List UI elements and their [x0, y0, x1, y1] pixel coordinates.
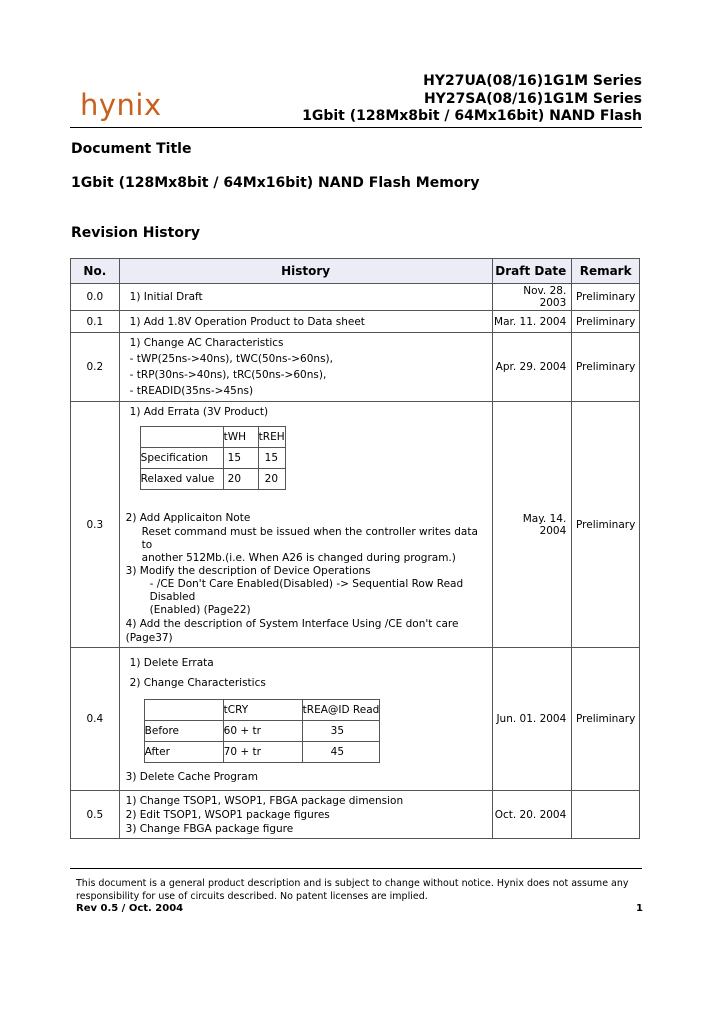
history-line: Reset command must be issued when the controller writes data to	[141, 526, 478, 551]
sub-header: tREH	[258, 427, 285, 448]
col-history: History	[119, 259, 492, 284]
sub-header: tWH	[223, 427, 258, 448]
rev-remark: Preliminary	[572, 333, 640, 402]
sub-value: 60 + tr	[223, 721, 302, 742]
sub-value: 15	[258, 448, 285, 469]
history-line: 4) Add the description of System Interface Using /CE don't care (Page37)	[125, 618, 459, 644]
hynix-logo: hynix	[80, 88, 162, 122]
history-line: - /CE Don't Care Enabled(Disabled) -> Sequential Row Read Disabled	[149, 578, 464, 603]
table-row	[71, 791, 640, 839]
history-line: 1) Add 1.8V Operation Product to Data sheet	[129, 315, 365, 328]
history-line: - tRP(30ns->40ns), tRC(50ns->60ns),	[129, 369, 327, 381]
document-title: 1Gbit (128Mx8bit / 64Mx16bit) NAND Flash Memory	[71, 175, 480, 191]
rev-no: 0.0	[71, 284, 120, 311]
history-line: 2) Edit TSOP1, WSOP1 package figures	[125, 808, 330, 821]
table-header-row	[71, 259, 640, 284]
rev-date: May. 14. 2004	[492, 402, 572, 648]
history-line: 1) Change TSOP1, WSOP1, FBGA package dimension	[125, 794, 404, 807]
history-line: - tREADID(35ns->45ns)	[129, 385, 254, 397]
rev-remark: Preliminary	[572, 311, 640, 333]
table-row	[71, 648, 640, 791]
col-no: No.	[71, 259, 120, 284]
sub-value: 45	[302, 742, 380, 763]
rev-history	[119, 402, 492, 648]
document-title-label: Document Title	[71, 141, 192, 157]
rev-history	[119, 333, 492, 402]
sub-value: 70 + tr	[223, 742, 302, 763]
rev-no: 0.5	[71, 791, 120, 839]
rev-no: 0.2	[71, 333, 120, 402]
history-line: 3) Modify the description of Device Operations	[125, 565, 371, 577]
table-row	[71, 402, 640, 648]
col-date: Draft Date	[492, 259, 572, 284]
sub-label: Relaxed value	[140, 469, 223, 490]
history-line: 3) Delete Cache Program	[125, 771, 258, 783]
table-row	[71, 333, 640, 402]
sub-header: tREA@ID Read	[302, 700, 380, 721]
history-line: 1) Delete Errata	[129, 657, 214, 669]
rev-date: Apr. 29. 2004	[492, 333, 572, 402]
footer-rule	[70, 868, 642, 869]
header-product: 1Gbit (128Mx8bit / 64Mx16bit) NAND Flash	[302, 108, 642, 124]
sub-label: Specification	[140, 448, 223, 469]
rev-no: 0.1	[71, 311, 120, 333]
history-line: 1) Initial Draft	[129, 291, 203, 303]
history-line: 3) Change FBGA package figure	[125, 822, 294, 835]
revision-history-label: Revision History	[71, 225, 200, 241]
rev-remark: Preliminary	[572, 284, 640, 311]
history-line: - tWP(25ns->40ns), tWC(50ns->60ns),	[129, 353, 333, 365]
rev-remark	[572, 791, 640, 839]
errata-subtable	[140, 426, 286, 490]
history-line: (Enabled) (Page22)	[149, 604, 251, 616]
rev-history	[119, 284, 492, 311]
rev-date: Jun. 01. 2004	[492, 648, 572, 791]
history-line: 2) Add Applicaiton Note	[125, 512, 251, 524]
rev-history	[119, 648, 492, 791]
history-line: 2) Change Characteristics	[129, 677, 266, 689]
sub-header: tCRY	[223, 700, 302, 721]
table-row	[71, 311, 640, 333]
table-row	[71, 284, 640, 311]
rev-history	[119, 791, 492, 839]
sub-value: 15	[223, 448, 258, 469]
sub-label: Before	[144, 721, 223, 742]
revision-table	[70, 258, 640, 839]
sub-value: 35	[302, 721, 380, 742]
history-line: 1) Change AC Characteristics	[129, 337, 284, 349]
history-line: another 512Mb.(i.e. When A26 is changed during program.)	[141, 552, 456, 564]
sub-label: After	[144, 742, 223, 763]
rev-date: Oct. 20. 2004	[492, 791, 572, 839]
characteristics-subtable	[144, 699, 381, 763]
rev-no: 0.4	[71, 648, 120, 791]
col-remark: Remark	[572, 259, 640, 284]
rev-no: 0.3	[71, 402, 120, 648]
sub-value: 20	[223, 469, 258, 490]
header-series-2: HY27SA(08/16)1G1M Series	[423, 91, 642, 107]
rev-remark: Preliminary	[572, 402, 640, 648]
header-series-1: HY27UA(08/16)1G1M Series	[423, 73, 642, 89]
history-line: 1) Add Errata (3V Product)	[129, 406, 269, 418]
footer-disclaimer: This document is a general product description and is subject to change without notice. Hynix does not assume any responsibility for use of circuits described. No patent licenses are implied.	[76, 878, 629, 902]
page-number: 1	[636, 903, 643, 914]
header-rule	[70, 127, 642, 128]
rev-history	[119, 311, 492, 333]
rev-remark: Preliminary	[572, 648, 640, 791]
sub-value: 20	[258, 469, 285, 490]
footer-revision: Rev 0.5 / Oct. 2004	[76, 903, 184, 914]
rev-date: Mar. 11. 2004	[492, 311, 572, 333]
rev-date: Nov. 28. 2003	[492, 284, 572, 311]
